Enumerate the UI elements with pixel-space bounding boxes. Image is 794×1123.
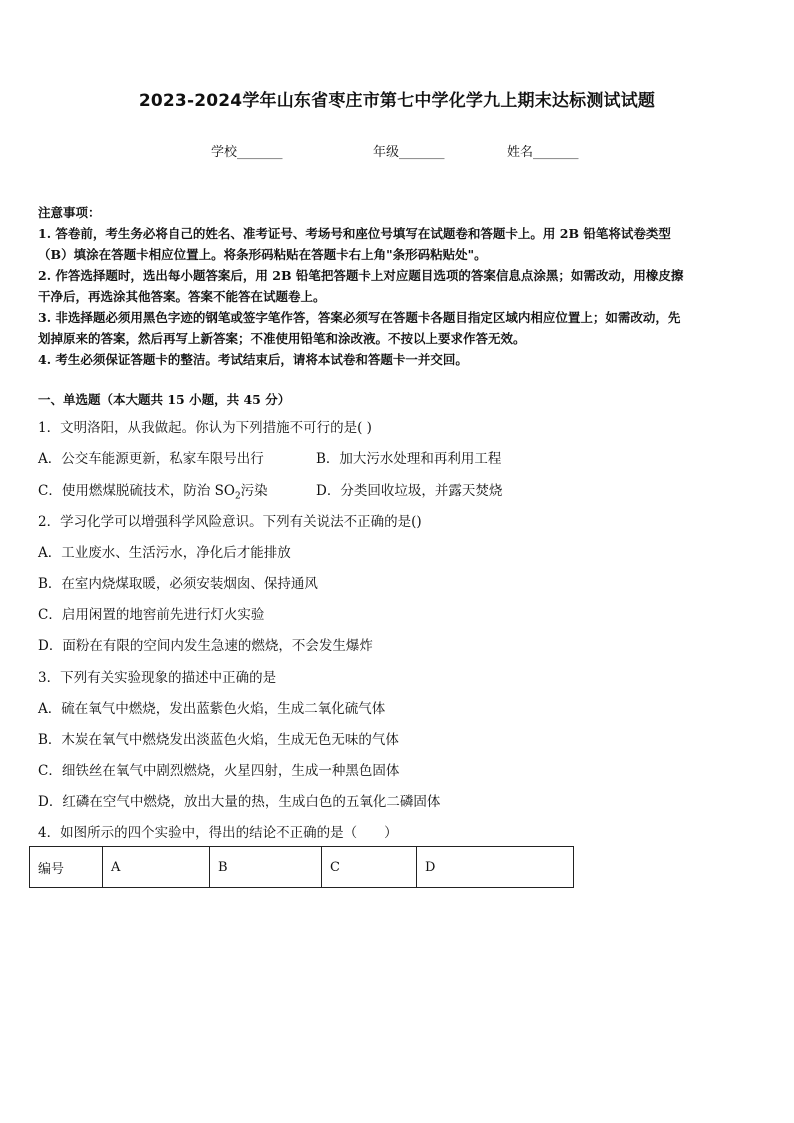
option-c-suffix: 污染	[240, 483, 268, 499]
option-c-text: C．使用燃煤脱硫技术，防治 SO	[38, 483, 235, 499]
option-a: A．工业废水、生活污水，净化后才能排放	[38, 545, 291, 561]
notice-line: （B）填涂在答题卡相应位置上。将条形码粘贴在答题卡右上角"条形码粘贴处"。	[38, 247, 487, 262]
notice-line: 3. 非选择题必须用黑色字迹的钢笔或签字笔作答，答案必须写在答题卡各题目指定区域内相应位置上；如需改动，先	[38, 310, 681, 325]
table-cell-b: B	[210, 847, 322, 888]
table-cell-label: 编号	[30, 847, 103, 888]
option-d: D．红磷在空气中燃烧，放出大量的热，生成白色的五氧化二磷固体	[38, 794, 441, 810]
option-c: C．启用闲置的地窖前先进行灯火实验	[38, 607, 265, 623]
school-field: 学校_______	[211, 145, 283, 160]
option-c-subscript: 2	[234, 491, 241, 502]
question-stem: 3．下列有关实验现象的描述中正确的是	[38, 670, 277, 686]
notice-line: 2. 作答选择题时，选出每小题答案后，用 2B 铅笔把答题卡上对应题目选项的答案信息点涂黑；如需改动，用橡皮擦	[38, 268, 684, 283]
experiment-table	[29, 846, 574, 888]
option-b: B．加大污水处理和再利用工程	[316, 451, 502, 467]
notice-heading: 注意事项：	[38, 205, 101, 220]
table-cell-c: C	[322, 847, 417, 888]
option-b: B．木炭在氧气中燃烧发出淡蓝色火焰，生成无色无味的气体	[38, 732, 399, 748]
notice-line: 干净后，再选涂其他答案。答案不能答在试题卷上。	[38, 289, 326, 304]
option-a: A．公交车能源更新，私家车限号出行	[38, 451, 264, 467]
question-stem: 2．学习化学可以增强科学风险意识。下列有关说法不正确的是()	[38, 514, 422, 530]
option-b: B．在室内烧煤取暖，必须安装烟囱、保持通风	[38, 576, 318, 592]
table-cell-d: D	[417, 847, 574, 888]
page-title: 2023-2024学年山东省枣庄市第七中学化学九上期末达标测试试题	[138, 91, 656, 111]
table-cell-a: A	[103, 847, 210, 888]
option-c	[38, 479, 268, 502]
section-title: 一、单选题（本大题共 15 小题，共 45 分）	[38, 392, 291, 407]
question-stem: 4．如图所示的四个实验中，得出的结论不正确的是（ ）	[38, 825, 398, 841]
option-d: D．分类回收垃圾，并露天焚烧	[316, 483, 503, 499]
option-d: D．面粉在有限的空间内发生急速的燃烧，不会发生爆炸	[38, 638, 373, 654]
grade-field: 年级_______	[373, 145, 445, 160]
notice-line: 4. 考生必须保证答题卡的整洁。考试结束后，请将本试卷和答题卡一并交回。	[38, 352, 468, 367]
notice-line: 划掉原来的答案，然后再写上新答案；不准使用铅笔和涂改液。不按以上要求作答无效。	[38, 331, 526, 346]
option-a: A．硫在氧气中燃烧，发出蓝紫色火焰，生成二氧化硫气体	[38, 701, 386, 717]
option-c: C．细铁丝在氧气中剧烈燃烧，火星四射，生成一种黑色固体	[38, 763, 400, 779]
table-row	[30, 847, 574, 888]
question-stem: 1．文明洛阳，从我做起。你认为下列措施不可行的是( )	[38, 420, 372, 436]
notice-line: 1. 答卷前，考生务必将自己的姓名、准考证号、考场号和座位号填写在试题卷和答题卡上。用 2B 铅笔将试卷类型	[38, 226, 671, 241]
name-field: 姓名_______	[507, 145, 579, 160]
